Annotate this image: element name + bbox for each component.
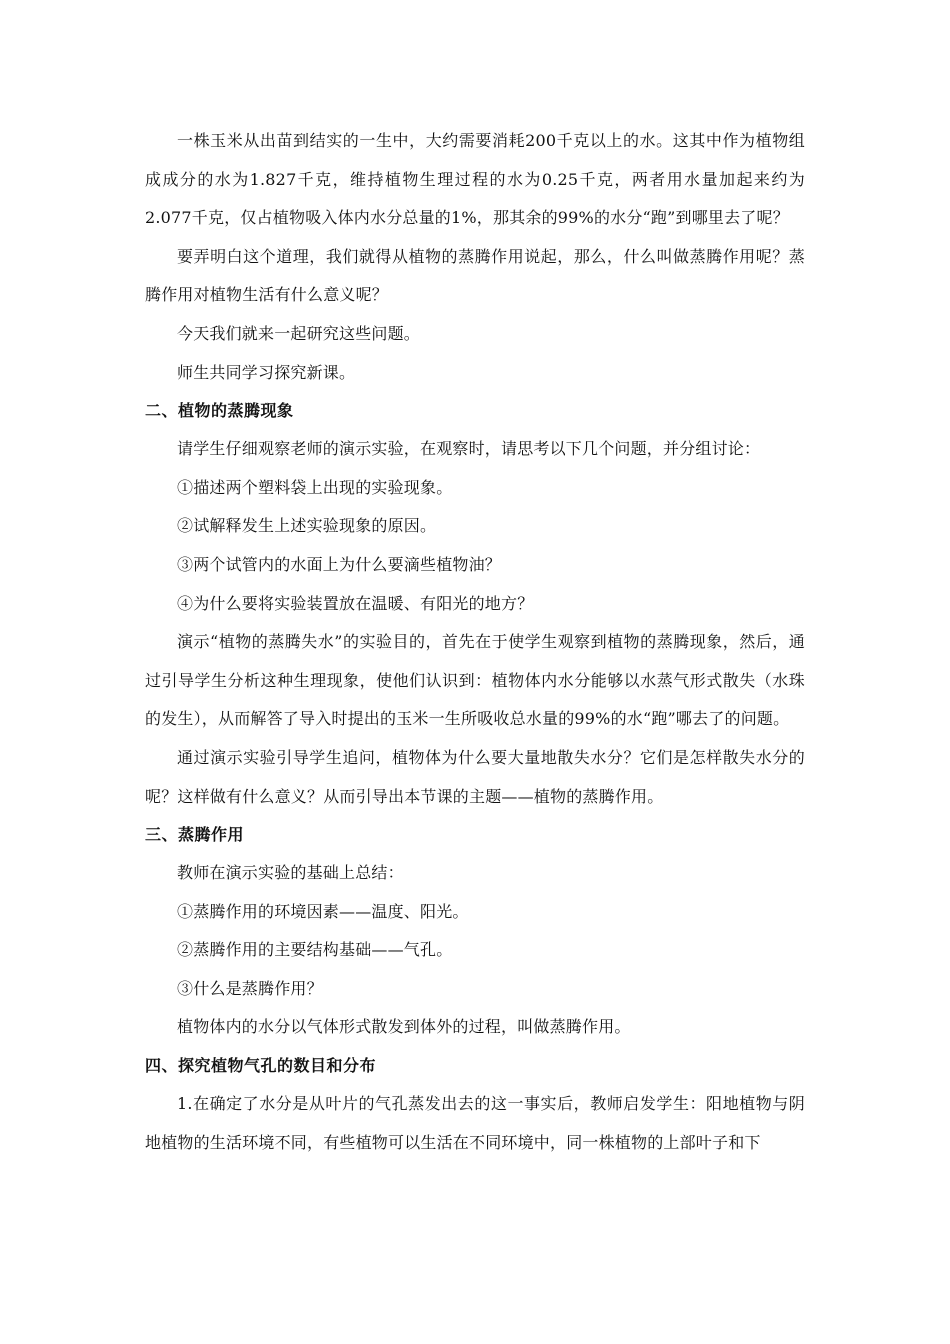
section-2-heading: 二、植物的蒸腾现象 <box>145 401 294 421</box>
summary-item-2: ②蒸腾作用的主要结构基础——气孔。 <box>177 940 453 960</box>
document-body <box>145 122 805 1162</box>
summary-item-1: ①蒸腾作用的环境因素——温度、阳光。 <box>177 901 469 921</box>
question-1: ①描述两个塑料袋上出现的实验现象。 <box>177 477 453 497</box>
definition-paragraph: 植物体内的水分以气体形式散发到体外的过程，叫做蒸腾作用。 <box>177 1017 631 1037</box>
section-2-paragraph-2: 演示“植物的蒸腾失水”的实验目的，首先在于使学生观察到植物的蒸腾现象，然后，通过引导学生分析这种生理现象，使他们认识到：植物体内水分能够以水蒸气形式散失（水珠的发生），从而解答了导入时提出的玉米一生所吸收总水量的99%的水“跑”哪去了的问题。 <box>145 632 805 729</box>
intro-paragraph-2: 要弄明白这个道理，我们就得从植物的蒸腾作用说起，那么，什么叫做蒸腾作用呢？蒸腾作用对植物生活有什么意义呢？ <box>145 246 805 305</box>
section-3-heading: 三、蒸腾作用 <box>145 825 245 845</box>
intro-paragraph-4: 师生共同学习探究新课。 <box>177 362 356 382</box>
question-2: ②试解释发生上述实验现象的原因。 <box>177 516 437 536</box>
question-3: ③两个试管内的水面上为什么要滴些植物油？ <box>177 554 502 574</box>
section-3-paragraph-1: 教师在演示实验的基础上总结： <box>177 863 404 883</box>
summary-item-3: ③什么是蒸腾作用？ <box>177 978 323 998</box>
section-4-paragraph-1: 1.在确定了水分是从叶片的气孔蒸发出去的这一事实后，教师启发学生：阳地植物与阴地植物的生活环境不同，有些植物可以生活在不同环境中，同一株植物的上部叶子和下 <box>145 1094 805 1152</box>
intro-paragraph-1: 一株玉米从出苗到结实的一生中，大约需要消耗200千克以上的水。这其中作为植物组成成分的水为1.827千克，维持植物生理过程的水为0.25千克，两者用水量加起来约为2.077千克，仅占植物吸入体内水分总量的1%，那其余的99%的水分“跑”到哪里去了呢？ <box>145 131 805 228</box>
section-2-paragraph-3: 通过演示实验引导学生追问，植物体为什么要大量地散失水分？它们是怎样散失水分的呢？这样做有什么意义？从而引导出本节课的主题——植物的蒸腾作用。 <box>145 747 805 806</box>
question-4: ④为什么要将实验装置放在温暖、有阳光的地方？ <box>177 593 534 613</box>
section-2-paragraph-1: 请学生仔细观察老师的演示实验，在观察时，请思考以下几个问题，并分组讨论： <box>177 439 761 459</box>
intro-paragraph-3: 今天我们就来一起研究这些问题。 <box>177 323 421 343</box>
section-4-heading: 四、探究植物气孔的数目和分布 <box>145 1056 377 1076</box>
